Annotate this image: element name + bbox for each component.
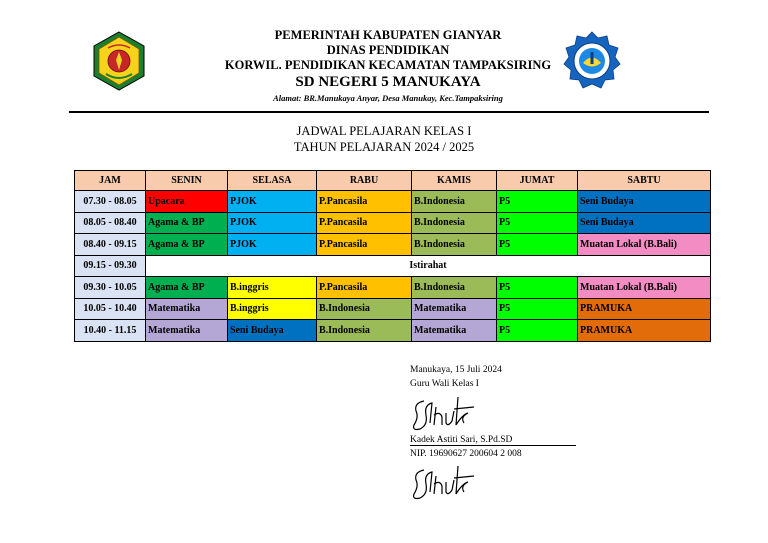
table-header-row — [75, 171, 711, 191]
subject-cell-sabtu: PRAMUKA — [578, 298, 711, 320]
subject-cell-rabu: B.Indonesia — [317, 298, 412, 320]
signature-name: Kadek Astiti Sari, S.Pd.SD — [410, 435, 513, 445]
col-header-jumat: JUMAT — [497, 171, 578, 191]
table-row — [75, 255, 711, 277]
col-header-jam: JAM — [75, 171, 146, 191]
subject-cell-kamis: B.Indonesia — [412, 277, 497, 299]
subject-cell-kamis: B.Indonesia — [412, 191, 497, 213]
subject-cell-selasa: B.inggris — [228, 298, 317, 320]
subject-cell-selasa: PJOK — [228, 191, 317, 213]
table-row — [75, 277, 711, 299]
table-row — [75, 212, 711, 234]
subject-cell-jumat: P5 — [497, 234, 578, 256]
subject-cell-rabu: P.Pancasila — [317, 277, 412, 299]
signature-place-date: Manukaya, 15 Juli 2024 — [410, 365, 502, 375]
subject-cell-kamis: B.Indonesia — [412, 212, 497, 234]
signature-nip: NIP. 19690627 200604 2 008 — [410, 449, 522, 459]
subject-cell-kamis: Matematika — [412, 298, 497, 320]
time-slot-cell: 08.40 - 09.15 — [75, 234, 146, 256]
subject-cell-selasa: PJOK — [228, 234, 317, 256]
schedule-year: TAHUN PELAJARAN 2024 / 2025 — [293, 140, 475, 154]
schedule-table — [74, 170, 711, 342]
table-row — [75, 234, 711, 256]
signature-role: Guru Wali Kelas I — [410, 379, 479, 389]
subject-cell-jumat: P5 — [497, 212, 578, 234]
col-header-senin: SENIN — [146, 171, 228, 191]
handwritten-signature — [410, 395, 490, 435]
schedule-title: JADWAL PELAJARAN KELAS I — [296, 124, 472, 138]
subject-cell-senin: Upacara — [146, 191, 228, 213]
letterhead-school-name: SD NEGERI 5 MANUKAYA — [295, 74, 481, 90]
subject-cell-sabtu: PRAMUKA — [578, 320, 711, 342]
subject-cell-sabtu: Muatan Lokal (B.Bali) — [578, 234, 711, 256]
time-slot-cell: 07.30 - 08.05 — [75, 191, 146, 213]
subject-cell-jumat: P5 — [497, 191, 578, 213]
handwritten-signature-2 — [410, 463, 490, 505]
signature-underline — [410, 445, 576, 446]
table-row — [75, 320, 711, 342]
table-row — [75, 191, 711, 213]
time-slot-cell: 10.05 - 10.40 — [75, 298, 146, 320]
break-cell: Istirahat — [146, 255, 711, 277]
subject-cell-senin: Agama & BP — [146, 212, 228, 234]
letterhead-address: Alamat: BR.Manukaya Anyar, Desa Manukay, Kec.Tampaksiring — [273, 93, 503, 103]
subject-cell-senin: Matematika — [146, 298, 228, 320]
subject-cell-selasa: PJOK — [228, 212, 317, 234]
subject-cell-kamis: Matematika — [412, 320, 497, 342]
subject-cell-rabu: B.Indonesia — [317, 320, 412, 342]
col-header-sabtu: SABTU — [578, 171, 711, 191]
col-header-selasa: SELASA — [228, 171, 317, 191]
letterhead — [200, 28, 576, 104]
col-header-kamis: KAMIS — [412, 171, 497, 191]
subject-cell-selasa: Seni Budaya — [228, 320, 317, 342]
time-slot-cell: 08.05 - 08.40 — [75, 212, 146, 234]
subject-cell-jumat: P5 — [497, 298, 578, 320]
subject-cell-sabtu: Seni Budaya — [578, 191, 711, 213]
subject-cell-senin: Agama & BP — [146, 234, 228, 256]
subject-cell-rabu: P.Pancasila — [317, 234, 412, 256]
letterhead-government: PEMERINTAH KABUPATEN GIANYAR — [274, 28, 502, 42]
table-row — [75, 298, 711, 320]
subject-cell-senin: Matematika — [146, 320, 228, 342]
subject-cell-rabu: P.Pancasila — [317, 212, 412, 234]
gianyar-regency-emblem — [92, 30, 146, 92]
col-header-rabu: RABU — [317, 171, 412, 191]
subject-cell-jumat: P5 — [497, 277, 578, 299]
time-slot-cell: 09.30 - 10.05 — [75, 277, 146, 299]
letterhead-district-office: KORWIL. PENDIDIKAN KECAMATAN TAMPAKSIRING — [224, 58, 552, 72]
subject-cell-sabtu: Seni Budaya — [578, 212, 711, 234]
subject-cell-senin: Agama & BP — [146, 277, 228, 299]
subject-cell-sabtu: Muatan Lokal (B.Bali) — [578, 277, 711, 299]
subject-cell-kamis: B.Indonesia — [412, 234, 497, 256]
subject-cell-rabu: P.Pancasila — [317, 191, 412, 213]
time-slot-cell: 09.15 - 09.30 — [75, 255, 146, 277]
letterhead-department: DINAS PENDIDIKAN — [326, 43, 450, 57]
subject-cell-selasa: B.inggris — [228, 277, 317, 299]
subject-cell-jumat: P5 — [497, 320, 578, 342]
time-slot-cell: 10.40 - 11.15 — [75, 320, 146, 342]
letterhead-divider-thick — [69, 111, 709, 113]
